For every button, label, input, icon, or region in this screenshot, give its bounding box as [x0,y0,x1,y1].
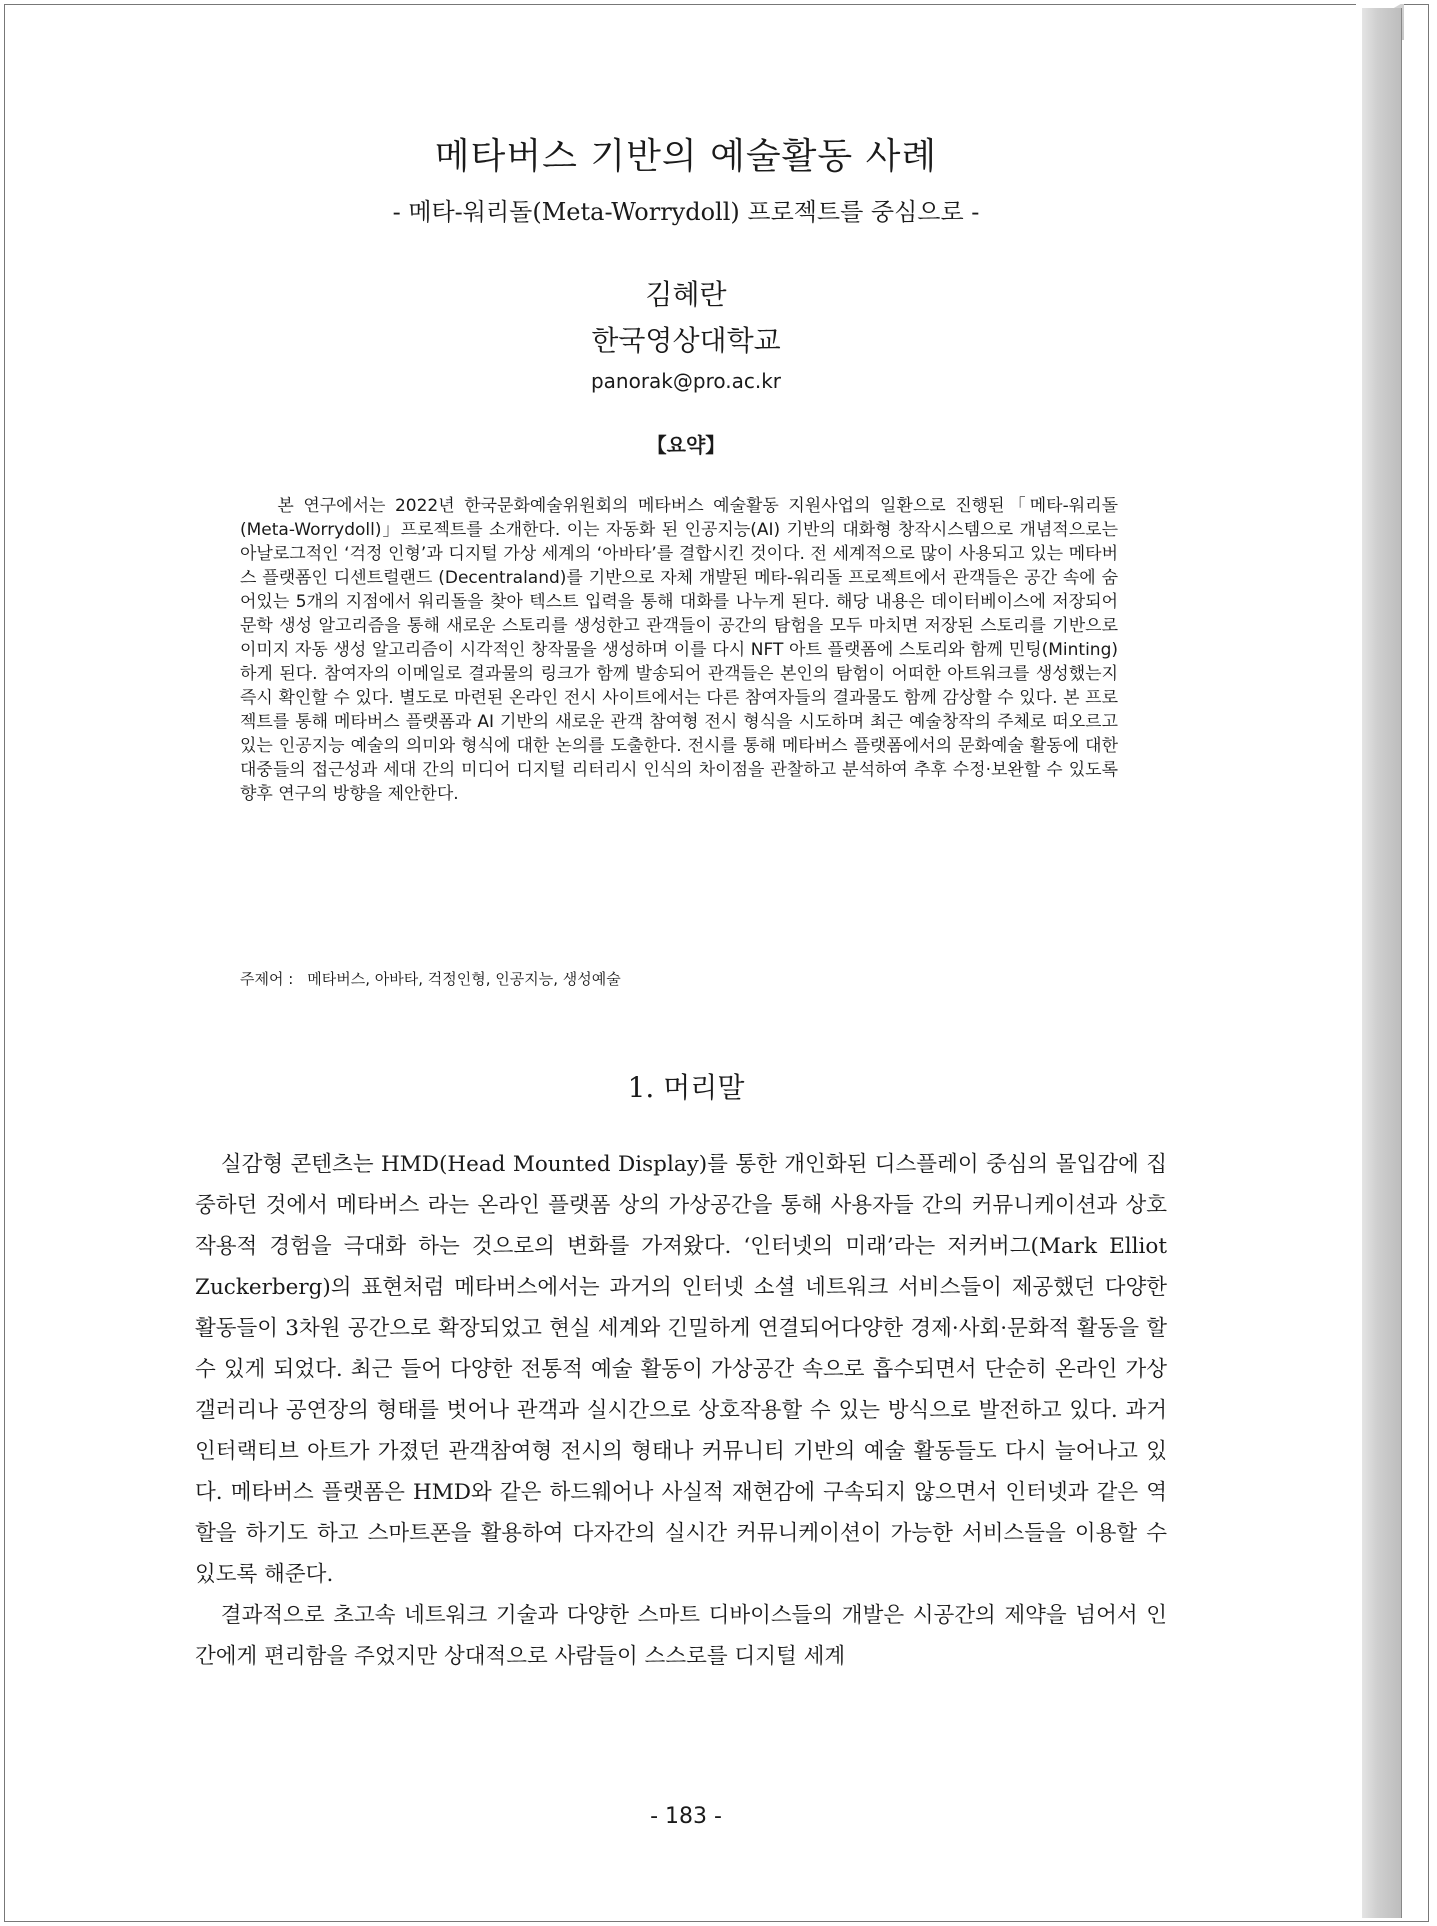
keywords-values: 메타버스, 아바타, 걱정인형, 인공지능, 생성예술 [307,970,621,988]
author-name: 김혜란 [645,278,727,311]
body-paragraph: 실감형 콘텐츠는 HMD(Head Mounted Display)를 통한 개인화된 디스플레이 중심의 몰입감에 집중하던 것에서 메타버스 라는 온라인 플랫폼 상의 가상공간을 통해 사용자들 간의 커뮤니케이션과 상호작용적 경험을 극대화 하는 것으로의 변화를 가져왔다. ‘인터넷의 미래’라는 저커버그(Mark Elliot Zuckerberg)의 표현처럼 메타버스에서는 과거의 인터넷 소셜 네트워크 서비스들이 제공했던 다양한 활동들이 3차원 공간으로 확장되었고 현실 세계와 긴밀하게 연결되어다양한 경제·사회·문화적 활동을 할 수 있게 되었다. 최근 들어 다양한 전통적 예술 활동이 가상공간 속으로 흡수되면서 단순히 온라인 가상 갤러리나 공연장의 형태를 벗어나 관객과 실시간으로 상호작용할 수 있는 방식으로 발전하고 있다. 과거 인터랙티브 아트가 가졌던 관객참여형 전시의 형태나 커뮤니티 기반의 예술 활동들도 다시 늘어나고 있다. 메타버스 플랫폼은 HMD와 같은 하드웨어나 사실적 재현감에 구속되지 않으면서 인터넷과 같은 역할을 하기도 하고 스마트폰을 활용하여 다자간의 실시간 커뮤니케이션이 가능한 서비스들을 이용할 수 있도록 해준다. [195,1152,1167,1587]
page-number: - 183 - [650,1804,722,1829]
abstract-heading: 【요약】 [646,433,726,457]
abstract-text: 본 연구에서는 2022년 한국문화예술위원회의 메타버스 예술활동 지원사업의 일환으로 진행된「메타-워리돌 (Meta-Worrydoll)」프로젝트를 소개한다. 이는 자동화 된 인공지능(AI) 기반의 대화형 창작시스템으로 개념적으로는 아날로그적인 ‘걱정 인형’과 디지털 가상 세계의 ‘아바타’를 결합시킨 것이다. 전 세계적으로 많이 사용되고 있는 메타버스 플랫폼인 디센트럴랜드 (Decentraland)를 기반으로 자체 개발된 메타-워리돌 프로젝트에서 관객들은 공간 속에 숨어있는 5개의 지점에서 워리돌을 찾아 텍스트 입력을 통해 대화를 나누게 된다. 해당 내용은 데이터베이스에 저장되어 문학 생성 알고리즘을 통해 새로운 스토리를 생성한고 관객들이 공간의 탐험을 모두 마치면 저장된 스토리를 기반으로 이미지 자동 생성 알고리즘이 시각적인 창작물을 생성하며 이를 다시 NFT 아트 플랫폼에 스토리와 함께 민팅(Minting)하게 된다. 참여자의 이메일로 결과물의 링크가 함께 발송되어 관객들은 본인의 탐험이 어떠한 아트워크를 생성했는지 즉시 확인할 수 있다. 별도로 마련된 온라인 전시 사이트에서는 다른 참여자들의 결과물도 함께 감상할 수 있다. 본 프로젝트를 통해 메타버스 플랫폼과 AI 기반의 새로운 관객 참여형 전시 형식을 시도하며 최근 예술창작의 주체로 떠오르고 있는 인공지능 예술의 의미와 형식에 대한 논의를 도출한다. 전시를 통해 메타버스 플랫폼에서의 문화예술 활동에 대한 대중들의 접근성과 세대 간의 미디어 디지털 리터리시 인식의 차이점을 관찰하고 분석하여 추후 수정·보완할 수 있도록 향후 연구의 방향을 제안한다. [240,496,1118,804]
body-paragraph: 결과적으로 초고속 네트워크 기술과 다양한 스마트 디바이스들의 개발은 시공간의 제약을 넘어서 인간에게 편리함을 주었지만 상대적으로 사람들이 스스로를 디지털 세계 [195,1603,1167,1669]
paper-subtitle: - 메타-워리돌(Meta-Worrydoll) 프로젝트를 중심으로 - [392,198,980,226]
author-email: panorak@pro.ac.kr [590,369,782,393]
body-text [195,1144,1167,1677]
paper-title: 메타버스 기반의 예술활동 사례 [434,136,938,177]
author-affiliation: 한국영상대학교 [591,324,781,357]
keywords-line [240,968,1118,989]
keywords-label: 주제어 : [240,970,294,988]
document-page [10,8,1362,1918]
page-edge-shadow [1360,8,1402,1918]
section-heading: 1. 머리말 [627,1071,745,1104]
